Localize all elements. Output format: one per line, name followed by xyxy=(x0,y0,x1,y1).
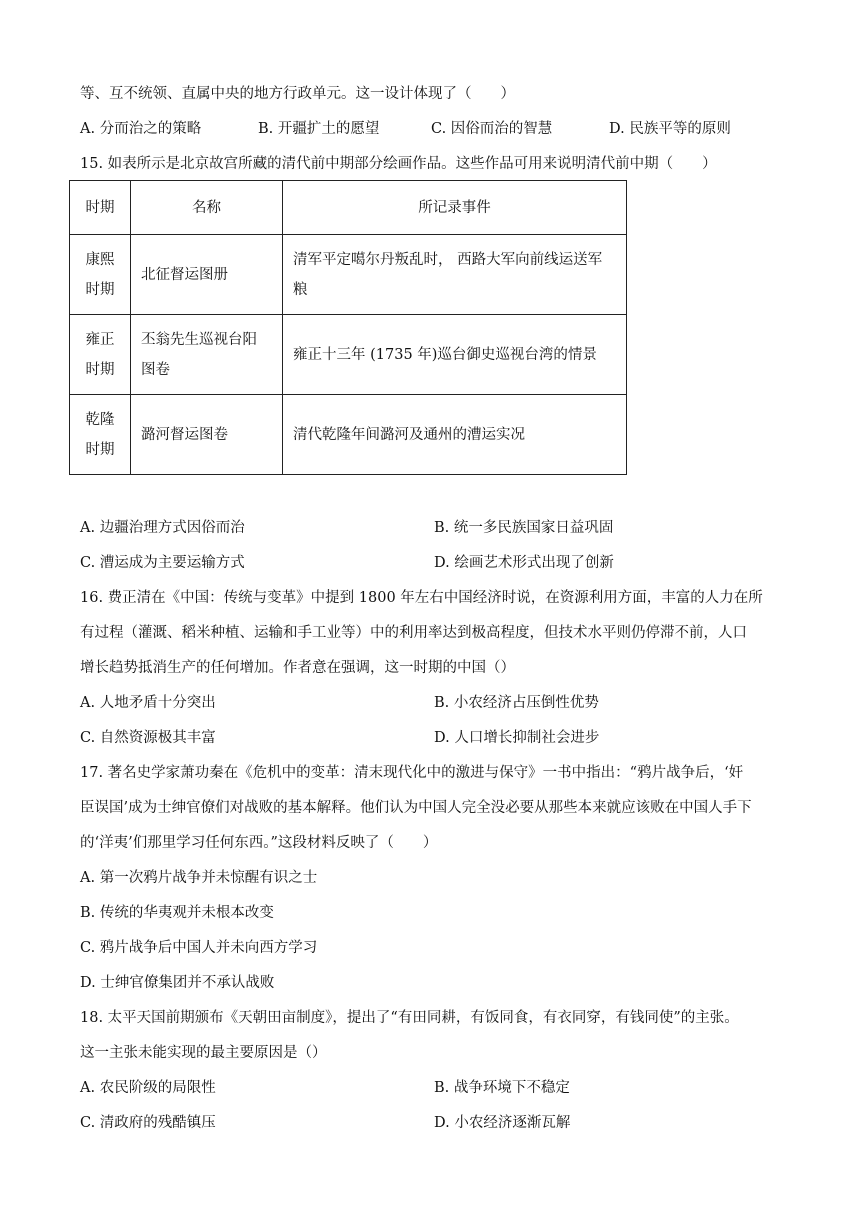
q14-option-a[interactable]: A. 分而治之的策略 xyxy=(80,121,202,137)
q17-option-b[interactable]: B. 传统的华夷观并未根本改变 xyxy=(80,905,274,921)
paintings-table xyxy=(69,180,627,475)
cell-event: 雍正十三年 (1735 年)巡台御史巡视台湾的情景 xyxy=(283,315,627,395)
q16-option-c[interactable]: C. 自然资源极其丰富 xyxy=(80,730,216,746)
q15-stem: 15. 如表所示是北京故宫所藏的清代前中期部分绘画作品。这些作品可用来说明清代前中期（ ） xyxy=(80,156,717,172)
q15-option-b[interactable]: B. 统一多民族国家日益巩固 xyxy=(434,520,614,536)
q16-stem-line2: 有过程（灌溉、稻米种植、运输和手工业等）中的利用率达到极高程度，但技术水平则仍停滞不前，人口 xyxy=(80,625,747,641)
cell-event: 清代乾隆年间潞河及通州的漕运实况 xyxy=(283,395,627,475)
cell-period: 乾隆 时期 xyxy=(70,395,131,475)
q18-option-d[interactable]: D. 小农经济逐渐瓦解 xyxy=(434,1115,571,1131)
q15-option-d[interactable]: D. 绘画艺术形式出现了创新 xyxy=(434,555,614,571)
q16-option-a[interactable]: A. 人地矛盾十分突出 xyxy=(80,695,216,711)
q16-stem-line1: 16. 费正清在《中国：传统与变革》中提到 1800 年左右中国经济时说，在资源利用方面，丰富的人力在所 xyxy=(80,590,763,606)
cell-event: 清军平定噶尔丹叛乱时， 西路大军向前线运送军 粮 xyxy=(283,235,627,315)
table-row xyxy=(70,235,627,315)
q16-stem-line3: 增长趋势抵消生产的任何增加。作者意在强调，这一时期的中国（） xyxy=(80,660,515,676)
q16-option-b[interactable]: B. 小农经济占压倒性优势 xyxy=(434,695,599,711)
q18-stem-line2: 这一主张未能实现的最主要原因是（） xyxy=(80,1045,327,1061)
q17-stem-line3: 的‘洋夷’们那里学习任何东西。”这段材料反映了（ ） xyxy=(80,835,438,851)
q17-option-c[interactable]: C. 鸦片战争后中国人并未向西方学习 xyxy=(80,940,318,956)
q15-option-c[interactable]: C. 漕运成为主要运输方式 xyxy=(80,555,245,571)
cell-period: 康熙 时期 xyxy=(70,235,131,315)
q17-option-a[interactable]: A. 第一次鸦片战争并未惊醒有识之士 xyxy=(80,870,318,886)
header-period: 时期 xyxy=(70,181,131,235)
q17-stem-line1: 17. 著名史学家萧功秦在《危机中的变革：清末现代化中的激进与保守》一书中指出：“鸦片战争后，‘奸 xyxy=(80,765,744,781)
cell-period: 雍正 时期 xyxy=(70,315,131,395)
q17-option-d[interactable]: D. 士绅官僚集团并不承认战败 xyxy=(80,975,275,991)
q14-option-b[interactable]: B. 开疆扩土的愿望 xyxy=(258,121,380,137)
q18-option-a[interactable]: A. 农民阶级的局限性 xyxy=(80,1080,216,1096)
cell-name: 丕翁先生巡视台阳 图卷 xyxy=(131,315,283,395)
q14-option-c[interactable]: C. 因俗而治的智慧 xyxy=(431,121,553,137)
q17-stem-line2: 臣误国’成为士绅官僚们对战败的基本解释。他们认为中国人完全没必要从那些本来就应该败在中国人手下 xyxy=(80,800,752,816)
cell-name: 潞河督运图卷 xyxy=(131,395,283,475)
q15-option-a[interactable]: A. 边疆治理方式因俗而治 xyxy=(80,520,245,536)
q18-option-b[interactable]: B. 战争环境下不稳定 xyxy=(434,1080,570,1096)
q14-option-d[interactable]: D. 民族平等的原则 xyxy=(609,121,731,137)
q18-option-c[interactable]: C. 清政府的残酷镇压 xyxy=(80,1115,216,1131)
header-event: 所记录事件 xyxy=(283,181,627,235)
header-name: 名称 xyxy=(131,181,283,235)
table-header-row xyxy=(70,181,627,235)
table-row xyxy=(70,315,627,395)
q14-stem-tail: 等、互不统领、直属中央的地方行政单元。这一设计体现了（ ） xyxy=(80,86,515,102)
q16-option-d[interactable]: D. 人口增长抑制社会进步 xyxy=(434,730,600,746)
table-row xyxy=(70,395,627,475)
q18-stem-line1: 18. 太平天国前期颁布《天朝田亩制度》，提出了“有田同耕，有饭同食，有衣同穿，有钱同使”的主张。 xyxy=(80,1010,739,1026)
cell-name: 北征督运图册 xyxy=(131,235,283,315)
